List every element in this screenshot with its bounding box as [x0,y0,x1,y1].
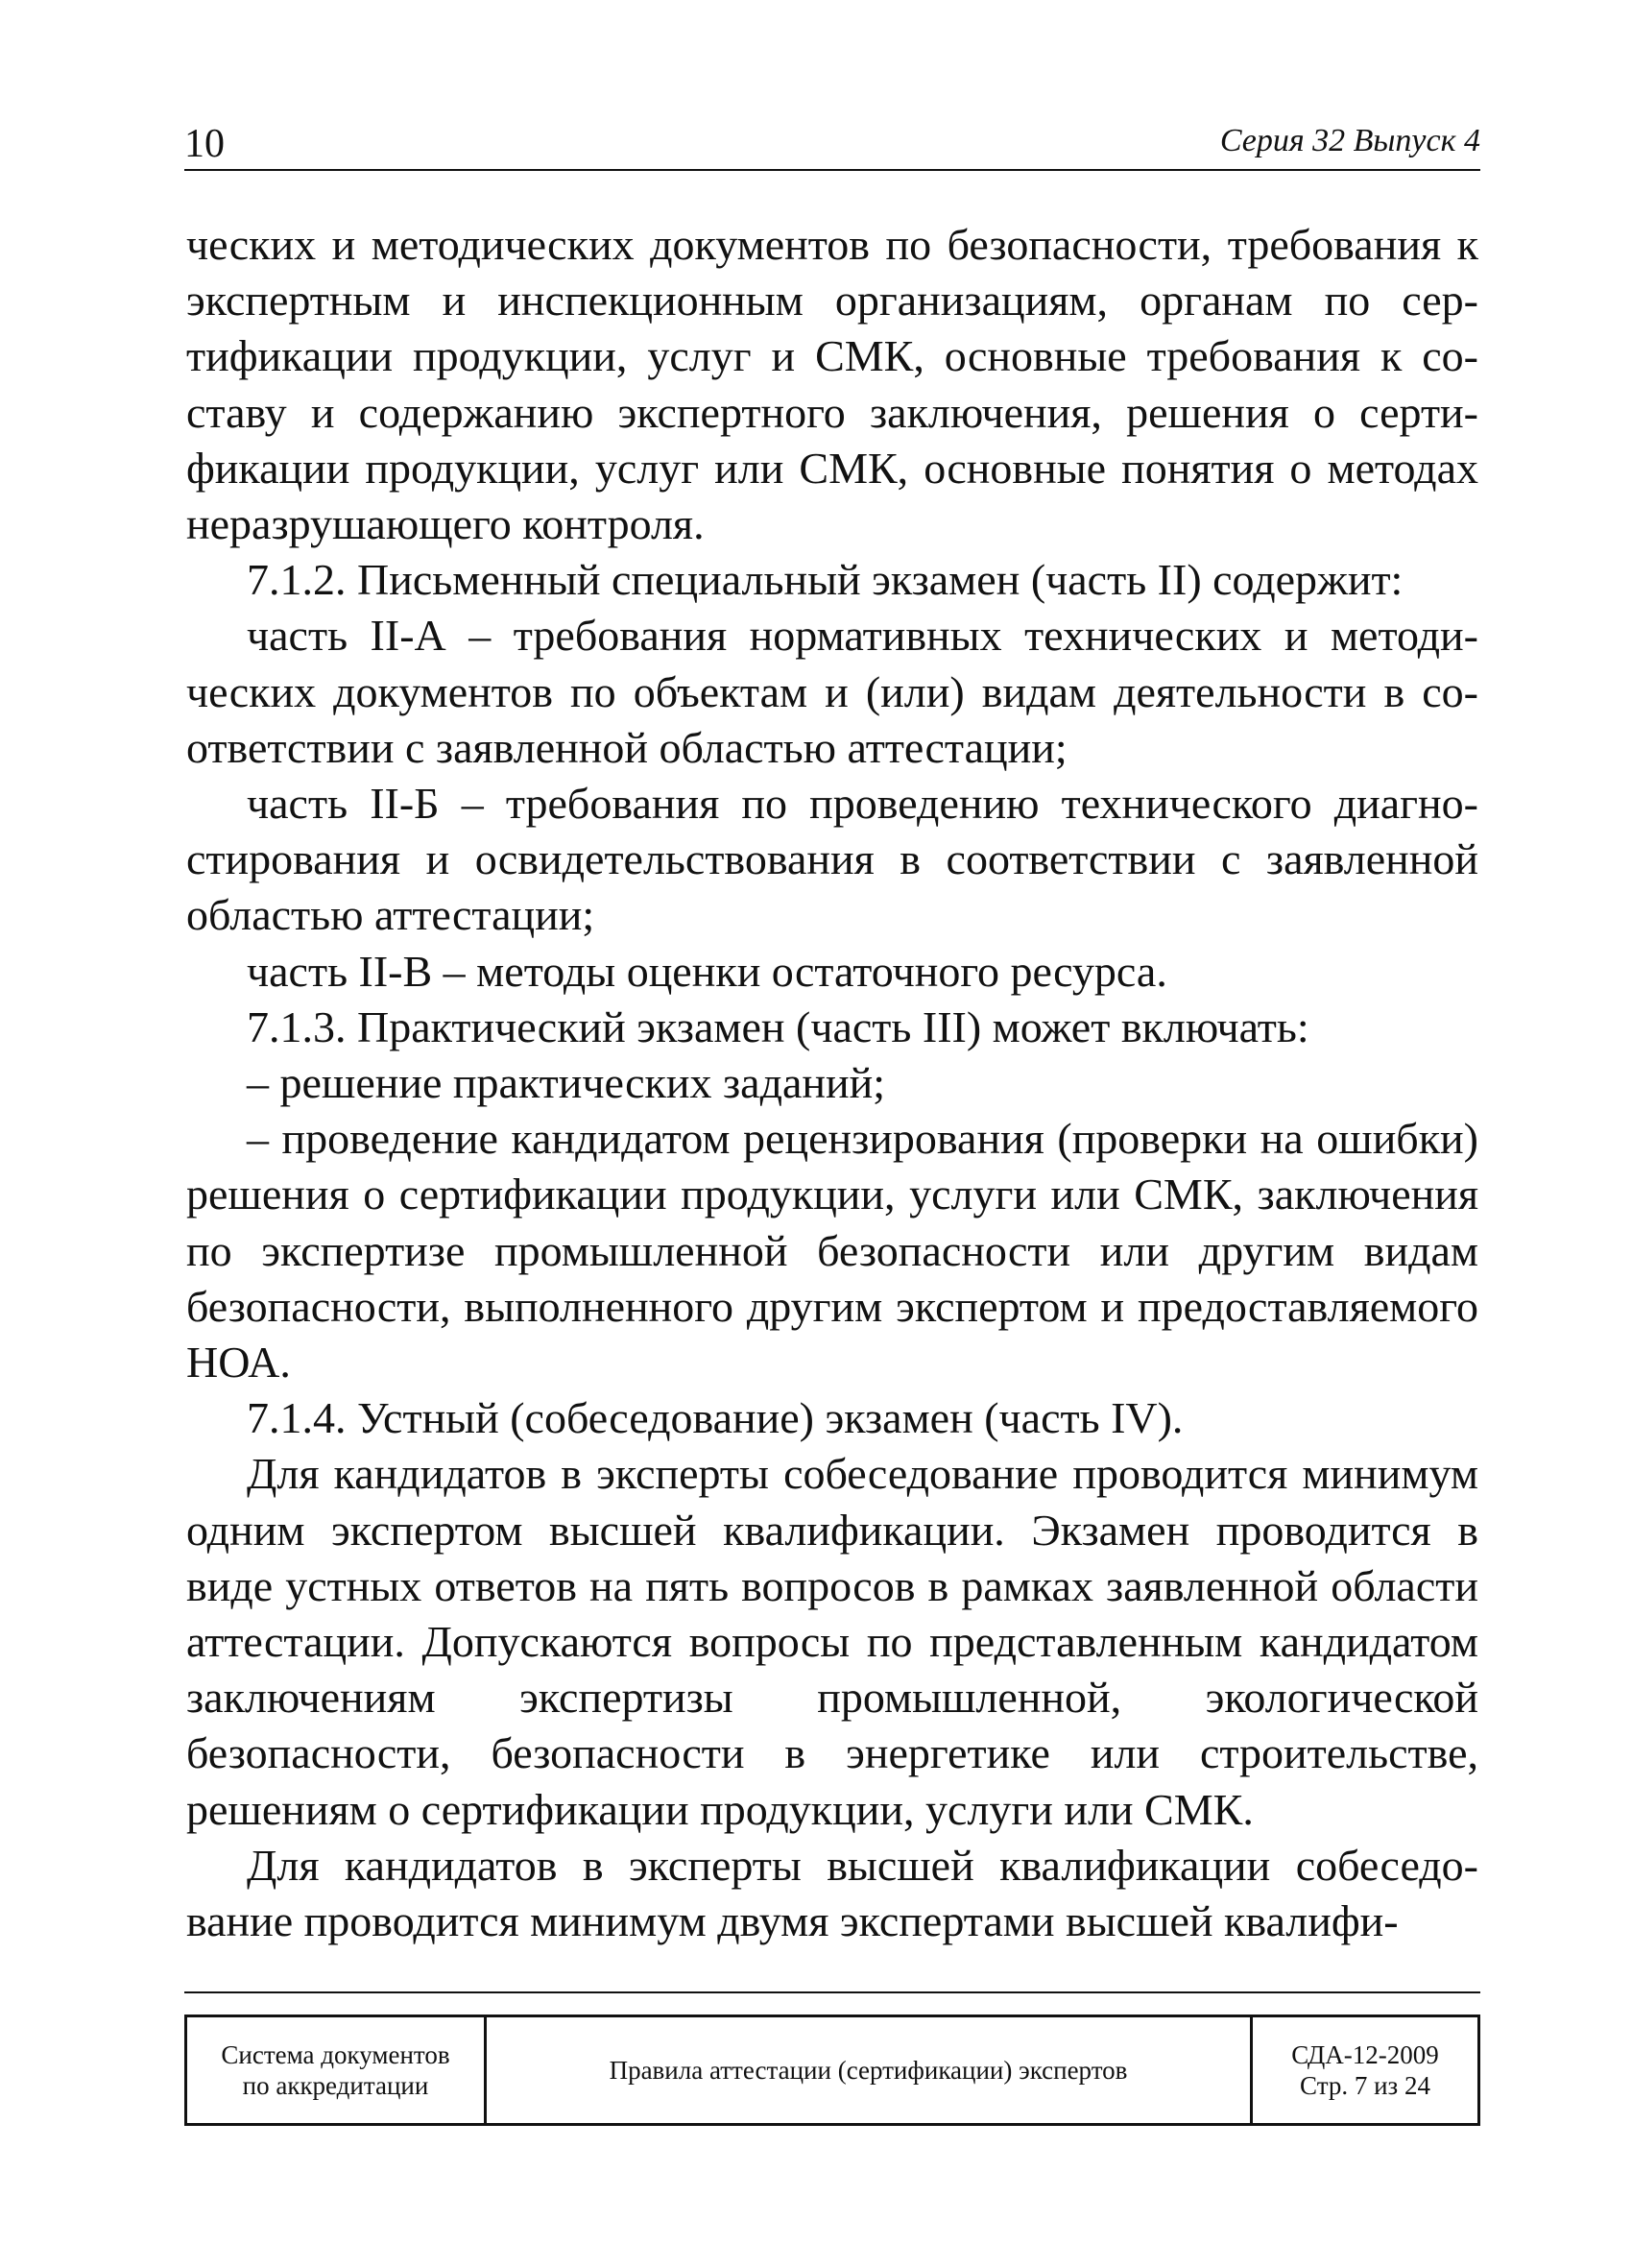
footer-document-code-line1: СДА-12-2009 [1291,2040,1439,2069]
series-label: Серия 32 Выпуск 4 [1219,123,1480,158]
paragraph: 7.1.2. Письменный специальный экзамен (часть II) содержит: [247,555,1404,605]
footer-page-counter: Стр. 7 из 24 [1300,2071,1430,2100]
footer-table [184,2015,1480,2126]
paragraph: – проведение кандидатом рецензирования (проверки на ошибки) решения о сертификации продукции, услуги или СМК, заключения по экспертизе промышленной безопасности или другим видам безопасности, выполненного другим экспертом и предоставляемого НОА. [186,1114,1478,1387]
paragraph: часть II-А – требования нормативных технических и методических документов по объектам и (или) видам деятельности в соответствии с заявленной областью аттестации; [186,611,1478,772]
paragraph: ческих и методических документов по безопасности, требования к экспертным и инспекционным организациям, органам по сертификации продукции, услуг и СМК, основные требования к составу и содержанию экспертного заключения, решения о сертификации продукции, услуг или СМК, основные понятия о методах неразрушающего контроля. [186,220,1478,549]
footer-document-system [187,2017,487,2123]
paragraph: часть II-Б – требования по проведению технического диагностирования и освидетельствования в соответствии с заявленной областью аттестации; [186,779,1478,940]
body-text [186,217,1478,1949]
footer-document-system-line2: по аккредитации [242,2071,429,2100]
paragraph: 7.1.4. Устный (собеседование) экзамен (часть IV). [247,1393,1184,1443]
footer-document-code [1253,2017,1477,2123]
bottom-rule [184,1991,1480,1993]
paragraph: 7.1.3. Практический экзамен (часть III) может включать: [247,1001,1309,1051]
footer-document-title [487,2017,1253,2123]
page-header [184,113,1480,171]
paragraph: Для кандидатов в эксперты высшей квалификации собеседование проводится минимум двумя экспертами высшей квалифи- [186,1840,1478,1946]
footer-document-title-text: Правила аттестации (сертификации) экспертов [609,2056,1128,2085]
footer-document-system-line1: Система документов [221,2040,450,2069]
paragraph: часть II-В – методы оценки остаточного ресурса. [247,946,1167,996]
page-number: 10 [184,122,225,166]
paragraph: – решение практических заданий; [247,1058,886,1108]
paragraph: Для кандидатов в эксперты собеседование проводится минимум одним экспертом высшей квалификации. Экзамен проводится в виде устных ответов на пять вопросов в рамках заявленной области аттестации. Допускаются вопросы по представленным кандидатом заключениям экспертизы промышленной, экологической безопасности, безопасности в энергетике или строительстве, решениям о сертификации продукции, услуги или СМК. [186,1449,1478,1834]
